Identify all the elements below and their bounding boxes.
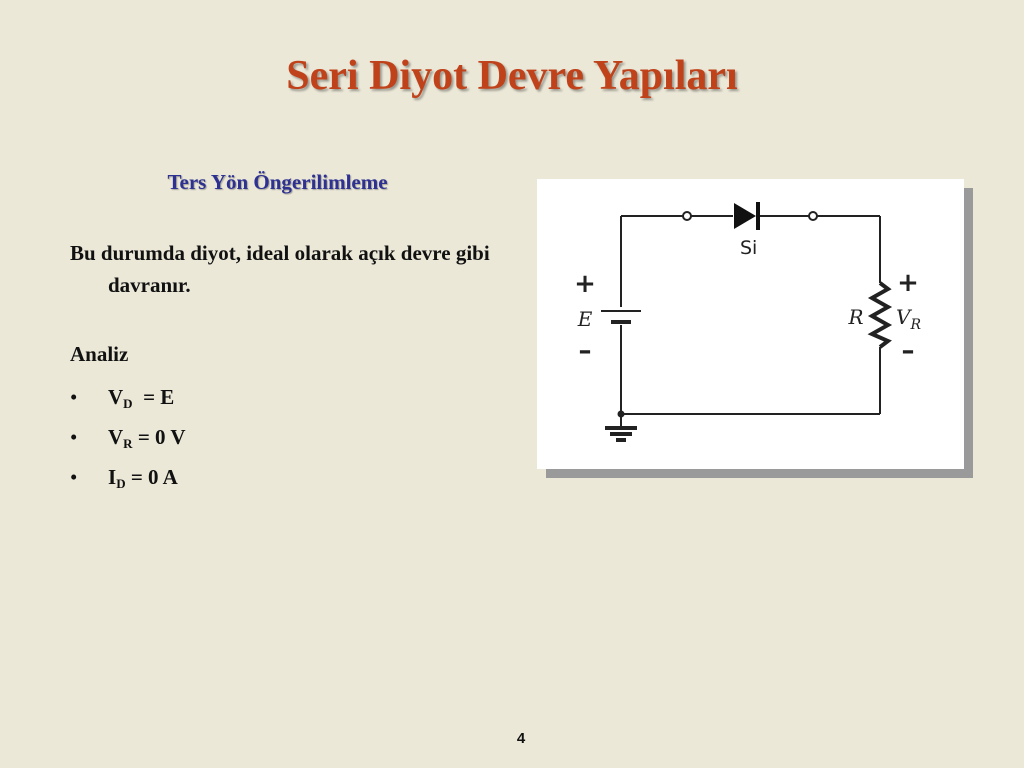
vr-label-sub: R — [910, 317, 921, 333]
item-subscript: D — [123, 396, 133, 411]
item-value: = 0 A — [125, 465, 178, 489]
terminal-left — [683, 212, 691, 220]
analysis-item-vr — [70, 417, 186, 457]
resistor-zigzag — [872, 283, 888, 347]
analysis-item-vd — [70, 377, 186, 417]
item-subscript: R — [123, 436, 133, 451]
bullet-icon: • — [70, 385, 78, 409]
bullet-icon: • — [70, 425, 78, 449]
item-subscript: D — [116, 476, 126, 491]
circuit-figure — [537, 179, 964, 469]
analysis-heading: Analiz — [70, 342, 129, 366]
description-text: Bu durumda diyot, ideal olarak açık devre gibi davranır. — [70, 241, 490, 297]
vr-label-main: V — [896, 305, 911, 329]
item-symbol: V — [108, 425, 124, 449]
vr-plus-sign: + — [897, 268, 919, 298]
diode-icon — [734, 203, 756, 229]
source-plus-sign: + — [574, 269, 596, 299]
source-minus-sign: – — [578, 336, 592, 366]
vr-minus-sign: – — [901, 336, 915, 366]
ground-icon — [605, 428, 637, 440]
source-label: E — [577, 307, 593, 331]
circuit-diagram — [537, 179, 964, 469]
analysis-list — [70, 377, 186, 497]
item-value: = 0 V — [132, 425, 186, 449]
slide-title: Seri Diyot Devre Yapıları — [286, 53, 738, 99]
analysis-item-id — [70, 457, 186, 497]
resistor-label: R — [848, 305, 864, 329]
bullet-icon: • — [70, 465, 78, 489]
slide-subtitle: Ters Yön Öngerilimleme — [167, 170, 388, 194]
terminal-right — [809, 212, 817, 220]
page-number: 4 — [516, 730, 526, 747]
item-symbol: I — [108, 465, 117, 489]
vr-label — [896, 305, 921, 333]
item-value: = E — [132, 385, 175, 409]
junction-dot — [618, 411, 625, 418]
item-symbol: V — [108, 385, 124, 409]
description-block — [70, 237, 510, 301]
diode-label: Si — [740, 237, 758, 259]
